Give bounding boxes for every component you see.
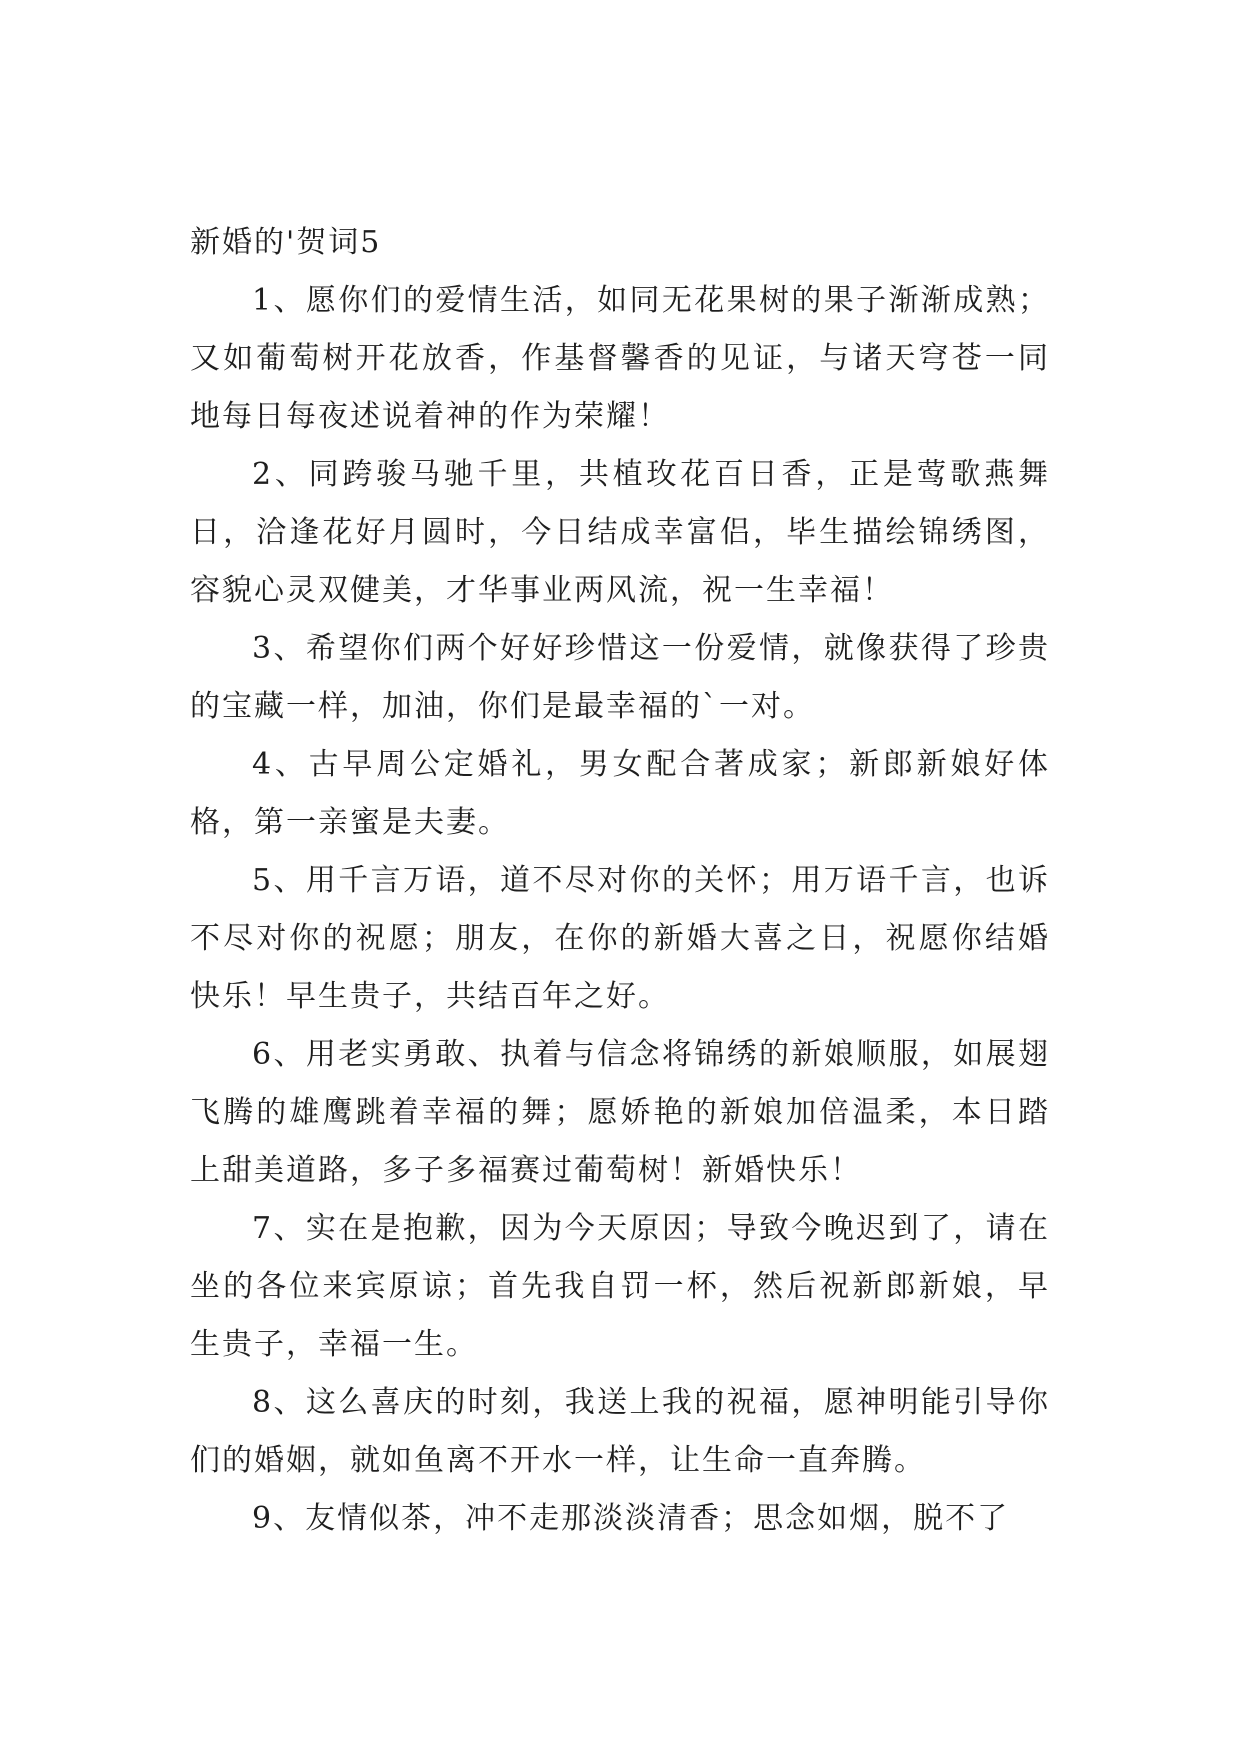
paragraph-1: 1、愿你们的爱情生活，如同无花果树的果子渐渐成熟；又如葡萄树开花放香，作基督馨香的见证，与诸天穹苍一同地每日每夜述说着神的作为荣耀！ [190,283,1050,434]
document-title: 新婚的'贺词5 [190,225,382,260]
document-body [190,214,1050,1548]
paragraph-8: 8、这么喜庆的时刻，我送上我的祝福，愿神明能引导你们的婚姻，就如鱼离不开水一样，让生命一直奔腾。 [190,1385,1050,1478]
paragraph-2: 2、同跨骏马驰千里，共植玫花百日香，正是莺歌燕舞日，洽逢花好月圆时，今日结成幸富侣，毕生描绘锦绣图，容貌心灵双健美，才华事业两风流，祝一生幸福！ [190,457,1050,608]
paragraph-3: 3、希望你们两个好好珍惜这一份爱情，就像获得了珍贵的宝藏一样，加油，你们是最幸福的`一对。 [190,631,1050,724]
paragraph-6: 6、用老实勇敢、执着与信念将锦绣的新娘顺服，如展翅飞腾的雄鹰跳着幸福的舞；愿娇艳的新娘加倍温柔，本日踏上甜美道路，多子多福赛过葡萄树！新婚快乐！ [190,1037,1050,1188]
paragraph-4: 4、古早周公定婚礼，男女配合著成家；新郎新娘好体格，第一亲蜜是夫妻。 [190,747,1050,840]
paragraph-7: 7、实在是抱歉，因为今天原因；导致今晚迟到了，请在坐的各位来宾原谅；首先我自罚一杯，然后祝新郎新娘，早生贵子，幸福一生。 [190,1211,1050,1362]
paragraph-5: 5、用千言万语，道不尽对你的关怀；用万语千言，也诉不尽对你的祝愿；朋友，在你的新婚大喜之日，祝愿你结婚快乐！早生贵子，共结百年之好。 [190,863,1050,1014]
paragraph-9: 9、友情似茶，冲不走那淡淡清香；思念如烟，脱不了 [252,1501,1010,1536]
